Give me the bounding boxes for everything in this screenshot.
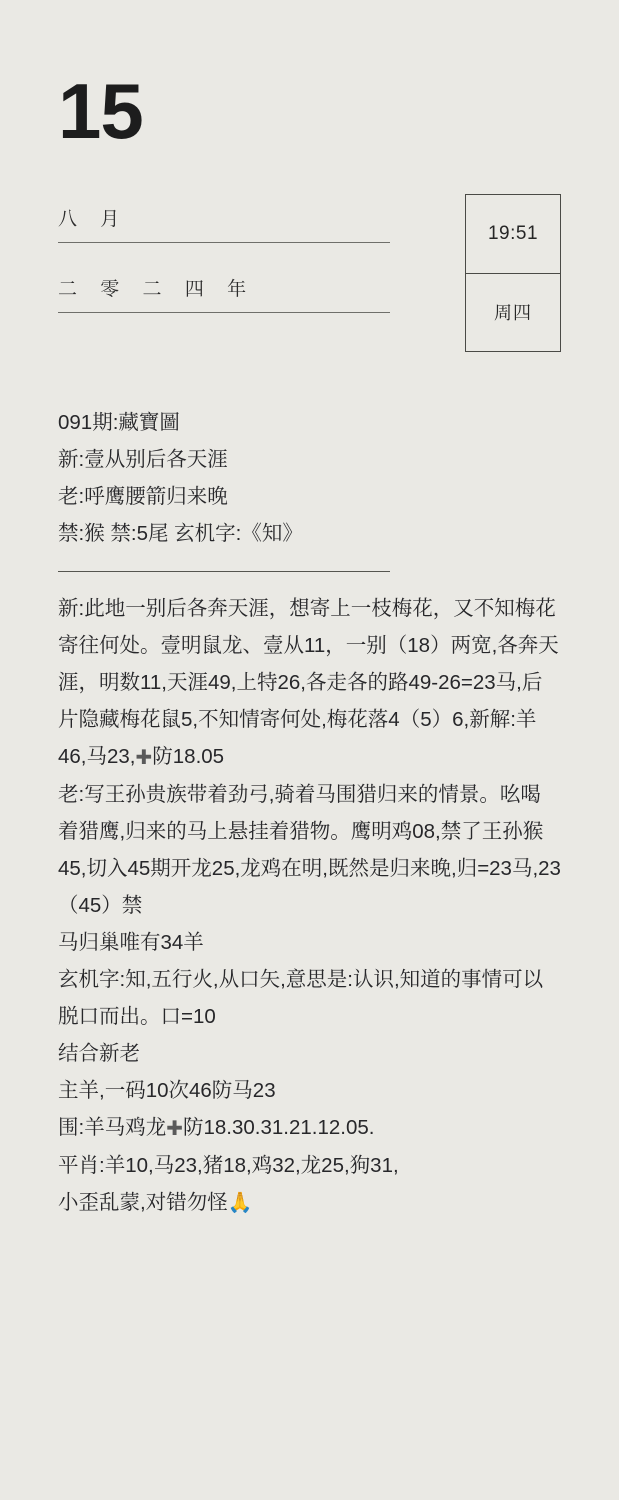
line-main: 主羊,一码10次46防马23 bbox=[58, 1079, 276, 1102]
line-xuanji: 玄机字:知,五行火,从口矢,意思是:认识,知道的事情可以脱口而出。口=10 bbox=[58, 968, 544, 1028]
issue-line: 091期:藏寶圖 bbox=[58, 411, 180, 434]
line-closing bbox=[58, 1184, 561, 1222]
new-explain bbox=[58, 590, 561, 776]
pray-icon: 🙏 bbox=[227, 1192, 253, 1214]
ban-line: 禁:猴 禁:5尾 玄机字:《知》 bbox=[58, 522, 303, 545]
line-wei-tail: 防18.30.31.21.12.05. bbox=[182, 1116, 375, 1139]
clock-box bbox=[465, 194, 561, 352]
old-line: 老:呼鹰腰箭归来晚 bbox=[58, 485, 228, 508]
cross-icon-2: ✚ bbox=[166, 1118, 183, 1140]
notice-block bbox=[58, 404, 561, 552]
line-closing-text: 小歪乱蒙,对错勿怪 bbox=[58, 1191, 228, 1214]
new-line: 新:壹从别后各天涯 bbox=[58, 448, 228, 471]
year-label: 二 零 二 四 年 bbox=[58, 274, 390, 313]
page-title: 15 bbox=[58, 67, 143, 155]
analysis-block bbox=[58, 590, 561, 1222]
old-explain: 老:写王孙贵族带着劲弓,骑着马围猎归来的情景。吆喝着猎鹰,归来的马上悬挂着猎物。鹰明鸡08,禁了王孙猴45,切入45期开龙25,龙鸡在明,既然是归来晚,归=23马,23（45）禁 bbox=[58, 783, 561, 917]
month-label: 八 月 bbox=[58, 204, 390, 243]
line-pingxiao: 平肖:羊10,马23,猪18,鸡32,龙25,狗31, bbox=[58, 1154, 399, 1177]
line-horse: 马归巢唯有34羊 bbox=[58, 931, 204, 954]
date-header bbox=[58, 186, 561, 352]
clock-weekday: 周四 bbox=[494, 303, 532, 324]
new-explain-tail: 防18.05 bbox=[152, 745, 225, 768]
content-body bbox=[58, 404, 561, 1222]
date-lines bbox=[58, 186, 465, 313]
line-wei-prefix: 围:羊马鸡龙 bbox=[58, 1116, 167, 1139]
line-combine: 结合新老 bbox=[58, 1042, 140, 1065]
cross-icon: ✚ bbox=[135, 747, 153, 769]
clock-time: 19:51 bbox=[466, 195, 560, 274]
line-wei bbox=[58, 1109, 561, 1147]
new-explain-text: 新:此地一别后各奔天涯，想寄上一枝梅花，又不知梅花寄往何处。壹明鼠龙、壹从11，一别（18）两宽,各奔天涯，明数11,天涯49,上特26,各走各的路49-26=23马,后片隐藏梅花鼠5,不知情寄何处,梅花落4（5）6,新解:羊46,马23, bbox=[58, 597, 559, 768]
section-divider bbox=[58, 571, 390, 572]
